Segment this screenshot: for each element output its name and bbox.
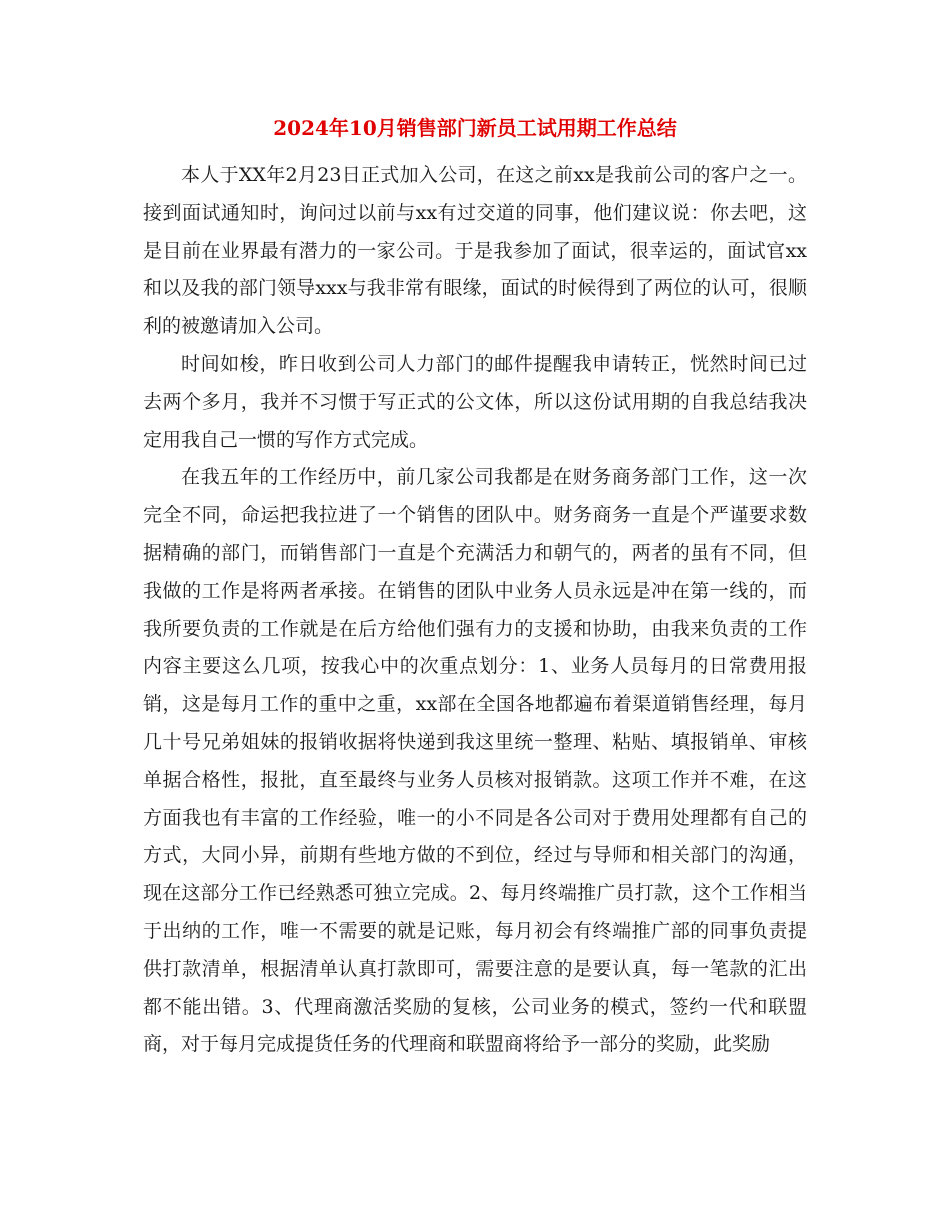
paragraph-1: 本人于XX年2月23日正式加入公司，在这之前xx是我前公司的客户之一。接到面试通知时，询问过以前与xx有过交道的同事，他们建议说：你去吧，这是目前在业界最有潜力的一家公司。于是我参加了面试，很幸运的，面试官xx和以及我的部门领导xxx与我非常有眼缘，面试的时候得到了两位的认可，很顺利的被邀请加入公司。 — [143, 164, 807, 338]
paragraph-3: 在我五年的工作经历中，前几家公司我都是在财务商务部门工作，这一次完全不同，命运把我拉进了一个销售的团队中。财务商务一直是个严谨要求数据精确的部门，而销售部门一直是个充满活力和朝气的，两者的虽有不同，但我做的工作是将两者承接。在销售的团队中业务人员永远是冲在第一线的，而我所要负责的工作就是在后方给他们强有力的支援和协助，由我来负责的工作内容主要这么几项，按我心中的次重点划分：1、业务人员每月的日常费用报销，这是每月工作的重中之重，xx部在全国各地都遍布着渠道销售经理，每月几十号兄弟姐妹的报销收据将快递到我这里统一整理、粘贴、填报销单、审核单据合格性，报批，直至最终与业务人员核对报销款。这项工作并不难，在这方面我也有丰富的工作经验，唯一的小不同是各公司对于费用处理都有自己的方式，大同小异，前期有些地方做的不到位，经过与导师和相关部门的沟通，现在这部分工作已经熟悉可独立完成。2、每月终端推广员打款，这个工作相当于出纳的工作，唯一不需要的就是记账，每月初会有终端推广部的同事负责提供打款清单，根据清单认真打款即可，需要注意的是要认真，每一笔款的汇出都不能出错。3、代理商激活奖励的复核，公司业务的模式，签约一代和联盟商，对于每月完成提货任务的代理商和联盟商将给予一部分的奖励，此奖励 — [143, 466, 807, 1056]
document-body — [143, 157, 807, 1064]
paragraph-2: 时间如梭，昨日收到公司人力部门的邮件提醒我申请转正，恍然时间已过去两个多月，我并不习惯于写正式的公文体，所以这份试用期的自我总结我决定用我自己一惯的写作方式完成。 — [143, 352, 807, 451]
document-title: 2024年10月销售部门新员工试用期工作总结 — [273, 116, 677, 140]
